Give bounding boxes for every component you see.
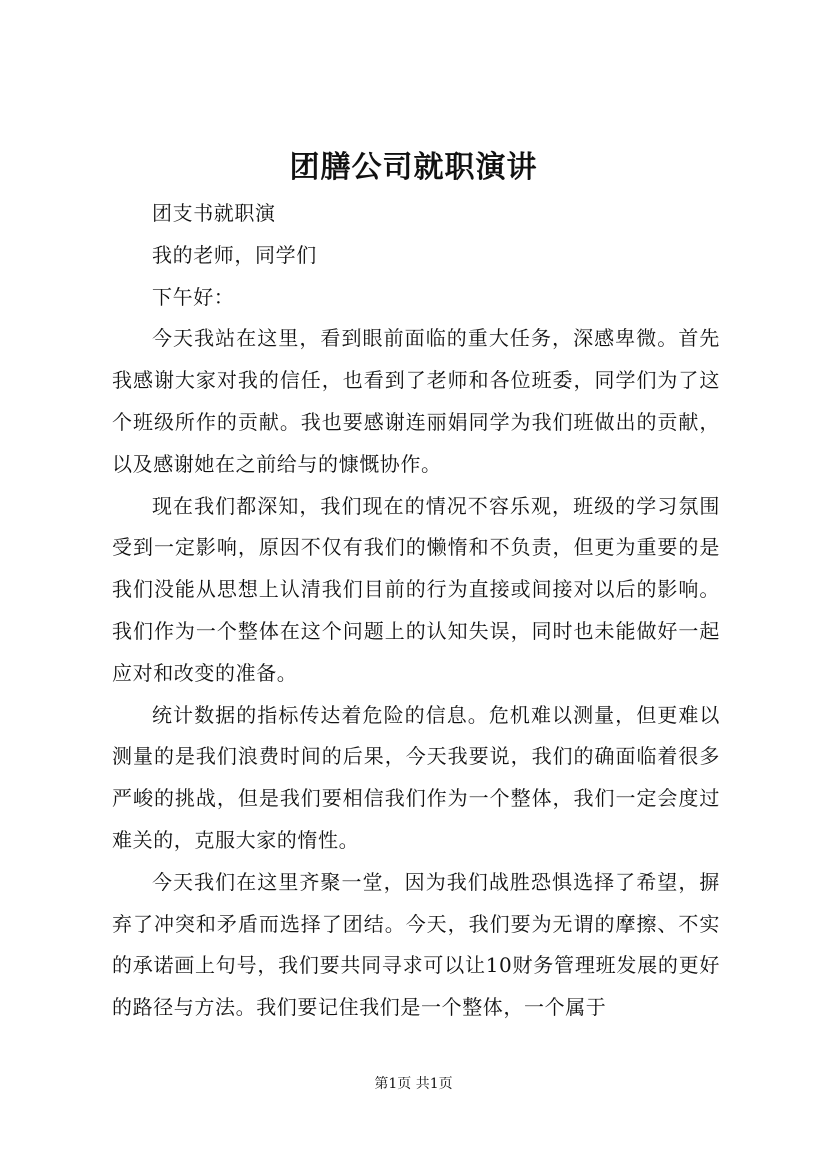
paragraph-greeting: 下午好： xyxy=(152,284,235,309)
paragraph-salutation: 我的老师，同学们 xyxy=(152,242,317,267)
paragraph-1: 今天我站在这里，看到眼前面临的重大任务，深感卑微。首先我感谢大家对我的信任，也看到了老师和各位班委，同学们为了这个班级所作的贡献。我也要感谢连丽娟同学为我们班做出的贡献，以及感谢她在之前给与的慷慨协作。 xyxy=(112,326,720,476)
page-footer: 第1页 共1页 xyxy=(374,1076,453,1092)
document-title: 团膳公司就职演讲 xyxy=(289,150,538,185)
paragraph-4: 今天我们在这里齐聚一堂，因为我们战胜恐惧选择了希望，摒弃了冲突和矛盾而选择了团结。今天，我们要为无谓的摩擦、不实的承诺画上句号，我们要共同寻求可以让10财务管理班发展的更好的路径与方法。我们要记住我们是一个整体，一个属于 xyxy=(112,869,720,1020)
document-body xyxy=(112,193,720,1029)
paragraph-2: 现在我们都深知，我们现在的情况不容乐观，班级的学习氛围受到一定影响，原因不仅有我们的懒惰和不负责，但更为重要的是我们没能从思想上认清我们目前的行为直接或间接对以后的影响。我们作为一个整体在这个问题上的认知失误，同时也未能做好一起应对和改变的准备。 xyxy=(112,493,720,685)
paragraph-heading-line: 团支书就职演 xyxy=(152,201,276,225)
paragraph-3: 统计数据的指标传达着危险的信息。危机难以测量，但更难以测量的是我们浪费时间的后果，今天我要说，我们的确面临着很多严峻的挑战，但是我们要相信我们作为一个整体，我们一定会度过难关的，克服大家的惰性。 xyxy=(112,702,720,852)
